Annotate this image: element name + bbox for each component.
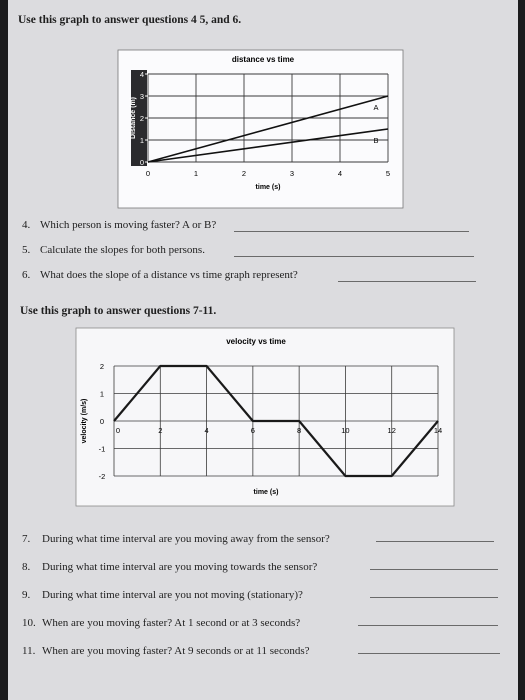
y-tick-label: -1 [98,444,106,454]
question-5 [22,244,205,256]
question-number: 7. [22,533,31,545]
x-tick-label: 2 [241,169,247,178]
question-number: 5. [22,244,31,256]
x-tick-label: 1 [193,169,199,178]
heading-graph-1: Use this graph to answer questions 4 5, and 6. [18,14,242,26]
y-tick-label: 0 [139,158,145,167]
question-text: What does the slope of a distance vs time graph represent? [40,269,298,281]
question-text: During what time interval are you moving towards the sensor? [42,561,318,573]
y-axis-label: velocity (m/s) [81,398,88,444]
question-number: 8. [22,561,31,573]
x-tick-label: 4 [337,169,343,178]
question-number: 10. [22,617,36,629]
velocity-time-chart [76,326,466,516]
heading-graph-2: Use this graph to answer questions 7-11. [20,305,217,317]
x-tick-label: 14 [433,426,443,435]
question-9 [22,589,303,601]
series-label-B: B [373,136,379,145]
question-text: Calculate the slopes for both persons. [40,244,205,256]
question-10 [22,617,300,629]
x-axis-label: time (s) [253,489,279,496]
question-text: During what time interval are you not moving (stationary)? [42,589,303,601]
distance-time-chart [88,40,408,215]
answer-line[interactable] [376,541,494,542]
x-tick-label: 12 [387,426,396,435]
y-tick-label: 0 [99,417,105,426]
y-tick-label: 4 [139,70,145,79]
answer-line[interactable] [338,281,476,282]
answer-line[interactable] [370,597,498,598]
answer-line[interactable] [358,625,498,626]
velocity-time-chart-svg [76,326,466,511]
question-7 [22,533,330,545]
x-tick-label: 0 [145,169,151,178]
question-8 [22,561,317,573]
x-tick-label: 8 [297,426,302,435]
question-text: During what time interval are you moving away from the sensor? [42,533,330,545]
question-11 [22,645,310,657]
y-tick-label: 1 [99,389,105,399]
answer-line[interactable] [370,569,498,570]
question-6 [22,269,298,281]
y-tick-label: -2 [98,472,106,481]
y-tick-label: 3 [139,92,145,101]
answer-line[interactable] [234,256,474,257]
question-number: 6. [22,269,31,281]
question-number: 9. [22,589,31,601]
chart-frame [76,328,454,506]
series-label-A: A [373,103,379,112]
y-tick-label: 1 [139,136,145,145]
y-axis-label: Distance (m) [130,96,137,140]
chart-title: distance vs time [231,55,295,64]
y-tick-label: 2 [139,114,145,123]
x-tick-label: 0 [115,426,121,435]
x-tick-label: 10 [341,426,350,435]
question-text: Which person is moving faster? A or B? [40,219,217,231]
answer-line[interactable] [234,231,469,232]
distance-time-chart-svg [88,40,408,210]
x-tick-label: 6 [250,426,255,435]
x-axis-label: time (s) [255,184,281,191]
x-tick-label: 4 [204,426,209,435]
question-number: 11. [22,645,36,657]
question-text: When are you moving faster? At 1 second or at 3 seconds? [42,617,301,629]
worksheet-page [8,0,518,700]
question-4 [22,219,216,231]
x-tick-label: 2 [158,426,163,435]
answer-line[interactable] [358,653,500,654]
x-tick-label: 3 [289,169,295,178]
x-tick-label: 5 [385,169,391,178]
question-text: When are you moving faster? At 9 seconds or at 11 seconds? [42,645,310,657]
chart-title: velocity vs time [226,337,286,346]
question-number: 4. [22,219,31,231]
y-tick-label: 2 [99,362,105,371]
